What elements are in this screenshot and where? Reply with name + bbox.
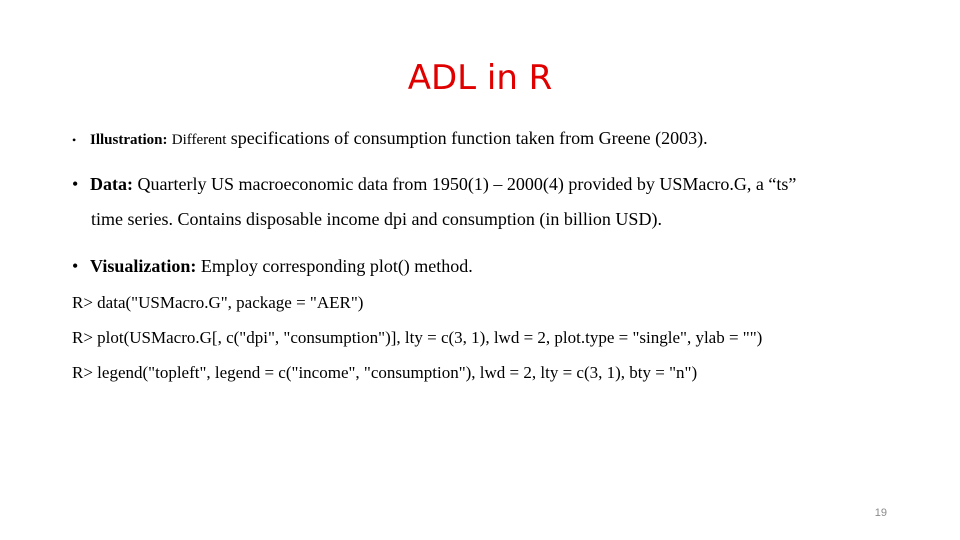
- slide-title: ADL in R: [407, 58, 553, 98]
- bullet-data-continuation: time series. Contains disposable income dpi and consumption (in billion USD).: [91, 209, 662, 229]
- bullet-small-text: Different: [171, 132, 227, 148]
- bullet-lead: Visualization:: [90, 256, 197, 276]
- bullet-text: specifications of consumption function taken from Greene (2003).: [230, 128, 708, 148]
- bullet-symbol: •: [72, 133, 77, 147]
- code-line-plot: R> plot(USMacro.G[, c("dpi", "consumption")], lty = c(3, 1), lwd = 2, plot.type = "single", ylab = ""): [72, 328, 763, 347]
- bullet-visualization: [72, 256, 473, 277]
- code-line-legend: R> legend("topleft", legend = c("income", "consumption"), lwd = 2, lty = c(3, 1), bty = "n"): [72, 363, 698, 382]
- bullet-text: Employ corresponding plot() method.: [200, 256, 473, 276]
- bullet-lead: Data:: [90, 174, 133, 194]
- bullet-lead: Illustration:: [90, 132, 168, 148]
- page-number: 19: [874, 507, 887, 519]
- code-line-data: R> data("USMacro.G", package = "AER"): [72, 293, 364, 312]
- bullet-text: Quarterly US macroeconomic data from 1950(1) – 2000(4) provided by USMacro.G, a “ts”: [137, 174, 797, 194]
- bullet-data: [72, 174, 796, 195]
- bullet-symbol: •: [72, 174, 79, 194]
- bullet-illustration: [72, 128, 708, 149]
- bullet-symbol: •: [72, 256, 79, 276]
